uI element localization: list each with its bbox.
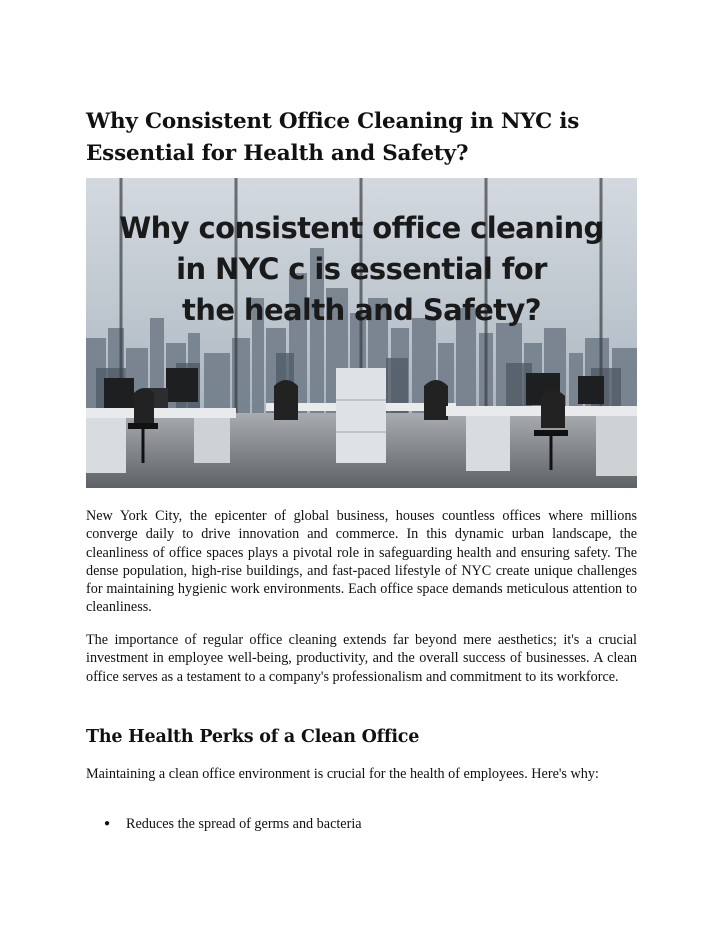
hero-caption-line: in NYC ᴄ is essential for <box>176 252 547 286</box>
importance-paragraph: The importance of regular office cleaning extends far beyond mere aesthetics; it's a crucial investment in employee well-being, productivity, and the overall success of businesses. A clean office serves as a testament to a company's professionalism and commitment to its workforce. <box>86 632 637 685</box>
bullet-icon: ● <box>104 818 111 829</box>
intro-paragraph: New York City, the epicenter of global business, houses countless offices where millions converge daily to drive innovation and commerce. In this dynamic urban landscape, the cleanliness of office spaces plays a pivotal role in safeguarding health and ensuring safety. The dense population, high-rise buildings, and fast-paced lifestyle of NYC create unique challenges for maintaining hygienic work environments. Each office space demands meticulous attention to cleanliness. <box>86 508 637 616</box>
benefits-list <box>86 815 637 833</box>
section-intro-paragraph: Maintaining a clean office environment is crucial for the health of employees. Here's why: <box>86 766 599 782</box>
section-heading: The Health Perks of a Clean Office <box>86 727 420 747</box>
list-item-text: Reduces the spread of germs and bacteria <box>126 816 362 832</box>
hero-caption-line: the health and Safety? <box>182 293 541 327</box>
article-title: Why Consistent Office Cleaning in NYC is Essential for Health and Safety? <box>86 109 580 166</box>
hero-caption <box>86 208 637 331</box>
hero-caption-line: Why consistent office cleaning <box>119 211 604 245</box>
list-item <box>86 815 637 833</box>
hero-image <box>86 178 637 488</box>
